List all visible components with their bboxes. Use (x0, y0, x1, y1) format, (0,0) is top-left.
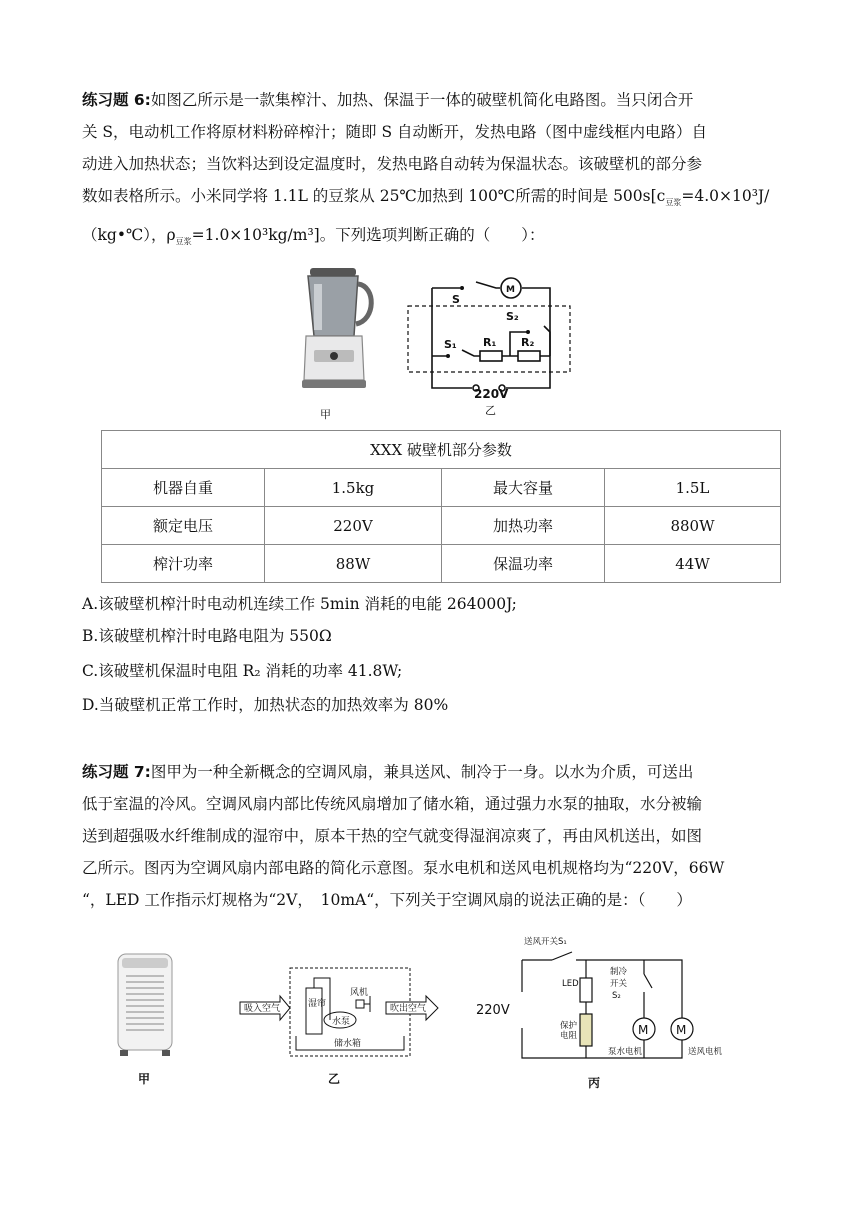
label-m-pump: M (638, 1023, 649, 1037)
label-m-fan: M (676, 1023, 687, 1037)
q6-line-1: 练习题 6:如图乙所示是一款集榨汁、加热、保温于一体的破壁机简化电路图。当只闭合开 (82, 91, 694, 109)
label-fan: 风机 (350, 988, 369, 998)
table-cell: 88W (265, 545, 442, 583)
q7-caption-yi: 乙 (328, 1072, 341, 1086)
label-protect: 保护 (560, 1021, 578, 1031)
q6-label: 练习题 6: (82, 91, 151, 109)
q6-line-3: 动进入加热状态；当饮料达到设定温度时，发热电路自动转为保温状态。该破壁机的部分参 (82, 155, 703, 173)
q7-label: 练习题 7: (82, 763, 151, 781)
table-row (102, 507, 781, 545)
table-cell: 榨汁功率 (102, 545, 265, 583)
q6-caption-jia: 甲 (320, 408, 331, 421)
label-s: S (452, 293, 460, 306)
label-s2-b: S₂ (612, 991, 621, 1001)
label-m: M (506, 285, 515, 295)
label-switch1: 送风开关S₁ (524, 937, 567, 947)
table-row (102, 469, 781, 507)
q6-option-c: C.该破壁机保温时电阻 R₂ 消耗的功率 41.8W; (82, 662, 403, 680)
label-220v-b: 220V (476, 1003, 510, 1018)
label-r1: R₁ (483, 336, 497, 349)
blender-figure (292, 262, 382, 402)
q6-option-b: B.该破壁机榨汁时电路电阻为 550Ω (82, 627, 332, 645)
table-title: XXX 破壁机部分参数 (102, 431, 781, 469)
q6-line-4: 数如表格所示。小米同学将 1.1L 的豆浆从 25℃加热到 100℃所需的时间是 $500s[c_{豆浆}=4.0\times 10^3J/$ (82, 187, 770, 208)
q6-option-d: D.当破壁机正常工作时，加热状态的加热效率为 80% (82, 696, 449, 714)
table-cell: 机器自重 (102, 469, 265, 507)
table-cell: 额定电压 (102, 507, 265, 545)
q6-option-a: A.该破壁机榨汁时电动机连续工作 5min 消耗的电能 264000J; (82, 595, 517, 613)
q7-line-4: 乙所示。图丙为空调风扇内部电路的简化示意图。泵水电机和送风电机规格均为“220V，66W (82, 859, 725, 877)
table-row (102, 545, 781, 583)
label-s2: S₂ (506, 310, 519, 323)
table-cell: 保温功率 (442, 545, 605, 583)
q6-line-2: 关 S，电动机工作将原材料粉碎榨汁；随即 S 自动断开，发热电路（图中虚线框内电路）自 (82, 123, 708, 141)
label-fan-motor: 送风电机 (688, 1047, 723, 1057)
q6-line-5: （kg•℃），$\rho_{豆浆}=1.0\times 10^3kg/m^3$]。下列选项判断正确的（ ）： (82, 226, 545, 247)
q7-line-1: 练习题 7:图甲为一种全新概念的空调风扇，兼具送风、制冷于一身。以水为介质，可送出 (82, 763, 694, 781)
table-cell: 最大容量 (442, 469, 605, 507)
air-cooler-diagram (236, 964, 450, 1064)
label-led: LED (562, 979, 579, 989)
label-intake: 吸入空气 (244, 1004, 281, 1014)
label-resistor: 电阻 (560, 1031, 578, 1041)
label-220v: 220V (474, 387, 509, 400)
table-cell: 44W (605, 545, 781, 583)
q7-caption-jia: 甲 (138, 1072, 151, 1086)
table-cell: 1.5L (605, 469, 781, 507)
q6-paragraph (82, 84, 780, 258)
label-pump: 水泵 (332, 1017, 351, 1027)
label-outlet: 吹出空气 (390, 1004, 427, 1014)
label-cool: 制冷 (610, 967, 628, 977)
air-cooler-figure (110, 950, 180, 1060)
q6-circuit-figure (402, 270, 572, 400)
q7-caption-bing: 丙 (588, 1076, 601, 1090)
table-cell: 220V (265, 507, 442, 545)
label-tank: 储水箱 (334, 1039, 362, 1049)
q7-line-3: 送到超强吸水纤维制成的湿帘中，原本干热的空气就变得湿润凉爽了，再由风机送出，如图 (82, 827, 703, 845)
table-cell: 1.5kg (265, 469, 442, 507)
q7-line-5: “，LED 工作指示灯规格为“2V， 10mA“，下列关于空调风扇的说法正确的是：（ ） (82, 891, 692, 909)
label-r2: R₂ (521, 336, 535, 349)
label-s1: S₁ (444, 338, 457, 351)
q7-line-2: 低于室温的冷风。空调风扇内部比传统风扇增加了储水箱，通过强力水泵的抽取，水分被输 (82, 795, 703, 813)
label-pump-motor: 泵水电机 (608, 1047, 643, 1057)
label-curtain: 湿帘 (308, 999, 327, 1009)
table-cell: 加热功率 (442, 507, 605, 545)
params-table (101, 430, 781, 583)
label-kai: 开关 (610, 979, 628, 989)
q7-circuit-figure (476, 930, 736, 1072)
q6-caption-yi: 乙 (485, 404, 496, 417)
q7-paragraph (82, 756, 780, 916)
table-title-row (102, 431, 781, 469)
table-cell: 880W (605, 507, 781, 545)
